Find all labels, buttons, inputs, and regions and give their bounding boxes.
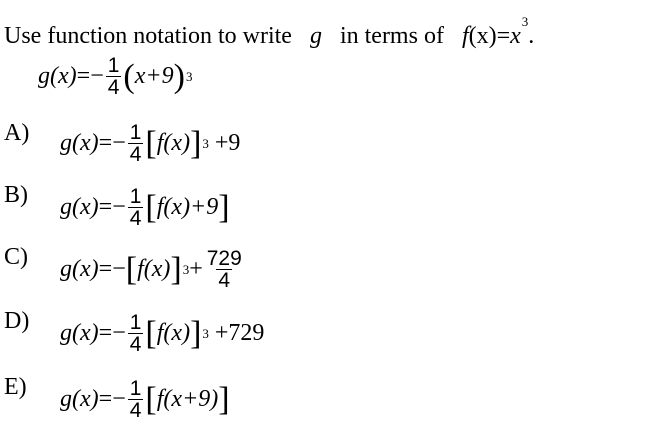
option-a-label: A) bbox=[4, 120, 30, 146]
option-d-close-bracket: ] bbox=[190, 314, 202, 352]
given-equation bbox=[38, 55, 192, 98]
question-x: x bbox=[510, 23, 521, 49]
option-b-minus: − bbox=[112, 194, 126, 220]
option-d-fraction bbox=[128, 312, 144, 355]
given-close-paren: ) bbox=[173, 57, 185, 95]
option-d-equation bbox=[60, 312, 264, 355]
option-c-numerator: 729 bbox=[206, 247, 242, 270]
given-eq: = bbox=[76, 63, 91, 89]
option-c-exponent: 3 bbox=[182, 261, 190, 277]
question-g: g bbox=[309, 23, 322, 49]
question-f: f bbox=[461, 23, 469, 49]
question-middle: in terms of bbox=[339, 23, 444, 49]
option-c-lhs: g(x) bbox=[60, 256, 99, 282]
option-c-open-bracket: [ bbox=[125, 250, 138, 288]
given-minus: − bbox=[90, 63, 104, 89]
option-e-label: E) bbox=[4, 374, 27, 400]
question-prefix: Use function notation to write bbox=[4, 23, 292, 49]
option-a-lhs: g(x) bbox=[60, 130, 99, 156]
option-e-eq: = bbox=[98, 386, 113, 412]
option-d-tail: +729 bbox=[214, 320, 265, 346]
option-a-inner: f(x) bbox=[156, 130, 191, 156]
option-a-exponent: 3 bbox=[202, 135, 209, 151]
option-e-close-bracket: ] bbox=[218, 380, 230, 418]
option-e-minus: − bbox=[112, 386, 126, 412]
option-b-eq: = bbox=[98, 194, 113, 220]
option-b-equation bbox=[60, 186, 230, 229]
option-c-close-bracket: ] bbox=[170, 250, 182, 288]
option-a-minus: − bbox=[112, 130, 126, 156]
question-period: . bbox=[528, 23, 535, 49]
option-a-fraction bbox=[128, 122, 144, 165]
option-a-equation bbox=[60, 122, 240, 165]
question-text bbox=[4, 14, 534, 50]
option-b-numerator: 1 bbox=[129, 185, 142, 208]
option-a-close-bracket: ] bbox=[190, 124, 202, 162]
option-c-eq: = bbox=[98, 256, 113, 282]
option-a-tail: +9 bbox=[214, 130, 241, 156]
option-d-numerator: 1 bbox=[129, 311, 142, 334]
option-e-fraction bbox=[128, 378, 144, 421]
option-d-minus: − bbox=[112, 320, 126, 346]
option-c-fraction bbox=[205, 248, 244, 291]
option-c-equation bbox=[60, 248, 246, 291]
given-inner: x+9 bbox=[134, 63, 174, 89]
option-c-label: C) bbox=[4, 244, 28, 270]
option-e-inner: f(x+9) bbox=[156, 386, 219, 412]
given-fraction bbox=[106, 55, 122, 98]
question-exponent: 3 bbox=[521, 14, 529, 29]
option-e-equation bbox=[60, 378, 230, 421]
option-d-open-bracket: [ bbox=[145, 314, 157, 352]
option-d-eq: = bbox=[98, 320, 113, 346]
option-a-open-bracket: [ bbox=[145, 124, 157, 162]
question-paren-x: (x) bbox=[468, 23, 497, 49]
option-a-eq: = bbox=[98, 130, 113, 156]
given-numerator: 1 bbox=[107, 54, 120, 77]
option-c-plus: + bbox=[189, 256, 203, 282]
option-e-denominator: 4 bbox=[129, 399, 142, 422]
option-e-open-bracket: [ bbox=[145, 380, 157, 418]
option-d-inner: f(x) bbox=[156, 320, 191, 346]
given-denominator: 4 bbox=[107, 76, 120, 99]
option-e-numerator: 1 bbox=[129, 377, 142, 400]
option-b-lhs: g(x) bbox=[60, 194, 99, 220]
option-b-denominator: 4 bbox=[129, 207, 142, 230]
option-b-close-bracket: ] bbox=[218, 188, 230, 226]
option-d-exponent: 3 bbox=[202, 325, 209, 341]
given-lhs: g(x) bbox=[38, 63, 77, 89]
given-open-paren: ( bbox=[123, 57, 135, 95]
option-b-fraction bbox=[128, 186, 144, 229]
option-a-denominator: 4 bbox=[129, 143, 142, 166]
option-b-open-bracket: [ bbox=[145, 188, 157, 226]
option-b-label: B) bbox=[4, 182, 28, 208]
option-e-lhs: g(x) bbox=[60, 386, 99, 412]
question-eq: = bbox=[496, 23, 511, 49]
option-d-label: D) bbox=[4, 308, 30, 334]
option-a-numerator: 1 bbox=[129, 121, 142, 144]
option-d-lhs: g(x) bbox=[60, 320, 99, 346]
option-b-inner: f(x)+9 bbox=[156, 194, 219, 220]
option-c-inner: f(x) bbox=[137, 256, 171, 282]
option-c-minus: − bbox=[112, 256, 126, 282]
option-d-denominator: 4 bbox=[129, 333, 142, 356]
option-c-denominator: 4 bbox=[218, 269, 231, 292]
given-exponent: 3 bbox=[185, 68, 193, 84]
